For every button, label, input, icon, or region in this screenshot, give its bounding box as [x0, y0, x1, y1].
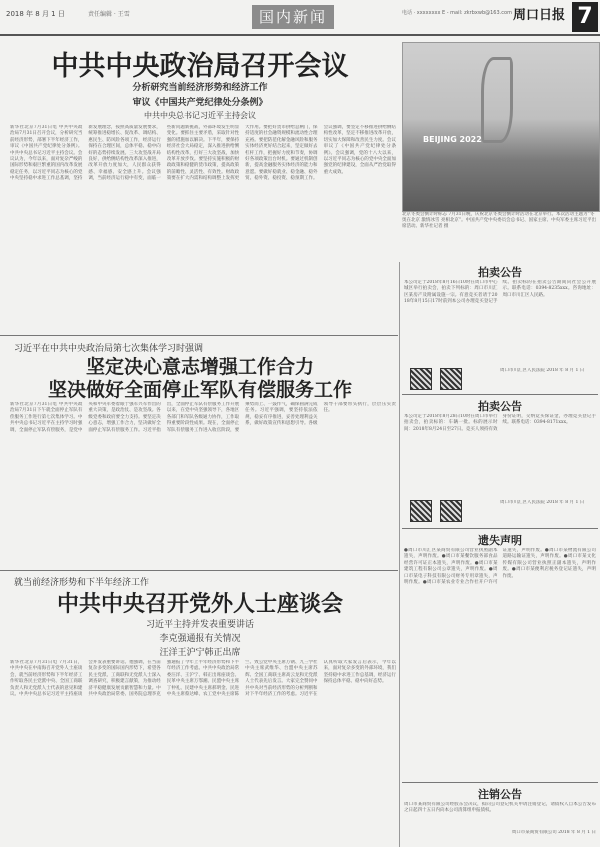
photo-overlay-text: BEIJING 2022: [423, 135, 482, 144]
article3-subtitle-2: 李克强通报有关情况: [159, 634, 241, 644]
auction2-footer: 周口市川汇区人民法院 2018 年 8 月 1 日: [500, 500, 585, 505]
contact-info: 电话 · xxxxxxxx E - mail: zkrbxwb@163.com: [402, 10, 512, 16]
divider-3: [402, 394, 598, 395]
column-divider: [399, 262, 400, 847]
article1-body: 新华社北京7月31日电 中共中央政治局7月31日召开会议，分析研究当前经济形势，部署下半年经济工作，审议《中国共产党纪律处分条例》。中共中央总书记习近平主持会议。会议认为，今年以来，面对复杂严峻的国际形势和艰巨繁重的国内改革发展稳定任务，以习近平同志为核心的党中央坚持稳中求进工作总基调，坚持新发展理念，按照高质量发展要求，统筹推进稳增长、促改革、调结构、惠民生、防风险各项工作，经济运行保持在合理区间，总体平稳、稳中向好的态势持续发展。三大攻坚战开局良好，供给侧结构性改革深入推进，改革开放力度加大，人民群众获得感、幸福感、安全感上升。会议强调，当前经济运行稳中有变，面临一些新问题新挑战，外部环境发生明显变化。要抓住主要矛盾，采取针对性强的措施加以解决。下半年，要保持经济社会大局稳定，深入推进供给侧结构性改革，打好三大攻坚战，加快改革开放步伐。要坚持实施积极的财政政策和稳健的货币政策，提高政策的前瞻性、灵活性、有效性。财政政策要在扩大内需和结构调整上发挥更大作用。要把好货币供给总闸门，保持适度的社会融资规模和流动性合理充裕。要把防范化解金融风险和服务实体经济更好结合起来，坚定做好去杠杆工作，把握好力度和节奏，协调好各项政策出台时机。要通过机制创新，提高金融服务实体经济的能力和意愿。要做好稳就业、稳金融、稳外贸、稳外资、稳投资、稳预期工作。会议强调，要坚定不移推进供给侧结构性改革，坚定不移推进改革开放，切实加大保障和改善民生力度。会议审议了《中国共产党纪律处分条例》。会议强调，党的十八大以来，以习近平同志为核心的党中央全面加强党的纪律建设，全面从严治党取得重大成效。: [10, 125, 396, 182]
newspaper-brand: 周口日报: [513, 8, 566, 23]
lost-notice-title: 遗失声明: [478, 534, 522, 547]
article3-title: 中共中央召开党外人士座谈会: [56, 591, 343, 617]
qr-code-icon: [410, 368, 432, 390]
cancel-notice-title: 注销公告: [478, 788, 522, 801]
article1-subtitle-3: 中共中央总书记习近平主持会议: [144, 111, 256, 120]
auction1-footer: 周口市川汇区人民法院 2018 年 8 月 1 日: [500, 368, 585, 373]
article2-title-2: 坚决做好全面停止军队有偿服务工作: [47, 379, 352, 401]
editor-info: 责任编辑 · 王雪: [88, 11, 130, 18]
divider-5: [402, 782, 598, 783]
article2-kicker: 习近平在中共中央政治局第七次集体学习时强调: [14, 344, 204, 354]
article2-body: 新华社北京7月31日电 中共中央政治局7月31日下午就全面停止军队有偿服务工作进行第七次集体学习。中共中央总书记习近平在主持学习时强调，全面停止军队有偿服务，是党中央和中央军委着眼于强军兴军作出的重大决策，是政治仗、是攻坚战。各级党委和政府要全力支持。要坚定决心意志，增强工作合力，坚决做好全面停止军队有偿服务工作。习近平指出，全面停止军队有偿服务工作开展以来，在党中央坚强领导下，各地区各部门和军队各级通力协作，工作取得重要阶段性成果。现在，全面停止军队有偿服务工作进入收官阶段，要乘势而上、一鼓作气，确保圆满完成任务。习近平强调，要坚持依法依规，稳妥有序推进，妥善处理利益关系，做好政策宣传和思想引导。各级领导干部要带头执行，层层压实责任。: [10, 402, 396, 433]
article1-subtitle-1: 分析研究当前经济形势和经济工作: [132, 83, 268, 93]
article1-title: 中共中央政治局召开会议: [51, 51, 349, 82]
article3-kicker: 就当前经济形势和下半年经济工作: [14, 578, 150, 588]
olympic-countdown-photo: [402, 42, 600, 212]
qr-code-icon: [410, 500, 432, 522]
auction2-title: 拍卖公告: [478, 400, 522, 413]
article1-subtitle-2: 审议《中国共产党纪律处分条例》: [132, 98, 268, 108]
page-number: 7: [572, 2, 598, 32]
article3-body: 新华社北京7月31日电 7月31日，中共中央在中南海召开党外人士座谈会，就当前经济形势和下半年经济工作听取各民主党派中央、全国工商联负责人和无党派人士代表的意见和建议。中共中央总书记习近平主持座谈会并发表重要讲话。他强调，在当前复杂多变的国际国内形势下，希望各民主党派、工商联和无党派人士深入调查研究，积极建言献策，为推动经济平稳健康发展贡献智慧和力量。中共中央政治局常委、国务院总理李克强通报了今年上半年经济形势和下半年经济工作考虑。中共中央政治局常委汪洋、王沪宁、韩正出席座谈会。民革中央主席万鄂湘、民盟中央主席丁仲礼、民建中央主席郝明金、民进中央主席蔡达峰、农工党中央主席陈竺、致公党中央主席万钢、九三学社中央主席武维华、台盟中央主席苏辉、全国工商联主席高云龙和无党派人士代表先后发言。大家完全赞同中共中央对当前经济形势的分析判断和对下半年经济工作的考虑。习近平在认真听取大家发言后表示，今年以来，面对复杂多变的外部环境，我们坚持稳中求进工作总基调，经济运行保持总体平稳、稳中向好态势。: [10, 660, 396, 698]
cancel-notice-footer: 周口市某商贸有限公司 2018 年 8 月 1 日: [511, 830, 596, 835]
lost-notice-body: ●周口市川汇区某商贸有限公司营业执照副本遗失，声明作废。●周口市某餐饮服务部食品经营许可证正本遗失，声明作废。●周口市某建筑工程有限公司公章遗失，声明作废。●周口市某电子科技有限公司财务专用章遗失，声明作废。●周口市某农业专业合作社开户许可证遗失，声明作废。●周口市某物流有限公司道路运输证遗失，声明作废。●周口市某文化传媒有限公司营业执照正副本遗失，声明作废。●周口市某便利店税务登记证遗失，声明作废。: [404, 548, 596, 586]
auction1-title: 拍卖公告: [478, 266, 522, 279]
divider-4: [402, 528, 598, 529]
article3-subtitle-1: 习近平主持并发表重要讲话: [145, 620, 254, 630]
article3-subtitle-3: 汪洋王沪宁韩正出席: [159, 648, 241, 658]
divider-2: [0, 570, 398, 571]
auction1-body: 本公司定于2018年8月16日10时在周口市中心城区举行拍卖会，拍卖下列标的：周口市川汇区某房产及附属设施一宗。有意竞买者请于2018年8月15日17时前到本公司办理竞买登记手续。拍卖标的在拍卖公告期间向社会公开展示。联系电话：0394-8235xxx。咨询地址：周口市川汇区人民路。: [404, 280, 596, 305]
qr-code-icon: [440, 368, 462, 390]
section-title: 国内新闻: [252, 5, 334, 29]
qr-code-icon: [440, 500, 462, 522]
article2-title-1: 坚定决心意志增强工作合力: [85, 356, 314, 378]
auction2-body: 本公司定于2018年8月28日10时在周口市举行拍卖会，拍卖标的：车辆一批。标的展示时间：2018年8月24日至27日。竞买人须持有效身份证明，交纳竞买保证金，办理竞买登记手续。联系电话：0394-8171xxx。: [404, 414, 596, 432]
cancel-notice-body: 周口市某商贸有限公司经股东会决议，拟向公司登记机关申请注销登记，请债权人自本公告发布之日起四十五日内向本公司清算组申报债权。: [404, 802, 596, 814]
photo-caption: 北京冬奥会倒计时标志 7月31日晚，庆祝北京冬奥会倒计时活动在北京举行。本次活动主题为“冬奥在北京 激情冰雪 亮相北京”。中国共产党中央委员会总书记、国家主席、中央军委主席习近平出席活动。新华社记者 摄: [402, 212, 597, 229]
divider-1: [0, 335, 398, 336]
issue-date: 2018 年 8 月 1 日: [6, 10, 65, 18]
emblem-shape: [481, 57, 513, 143]
